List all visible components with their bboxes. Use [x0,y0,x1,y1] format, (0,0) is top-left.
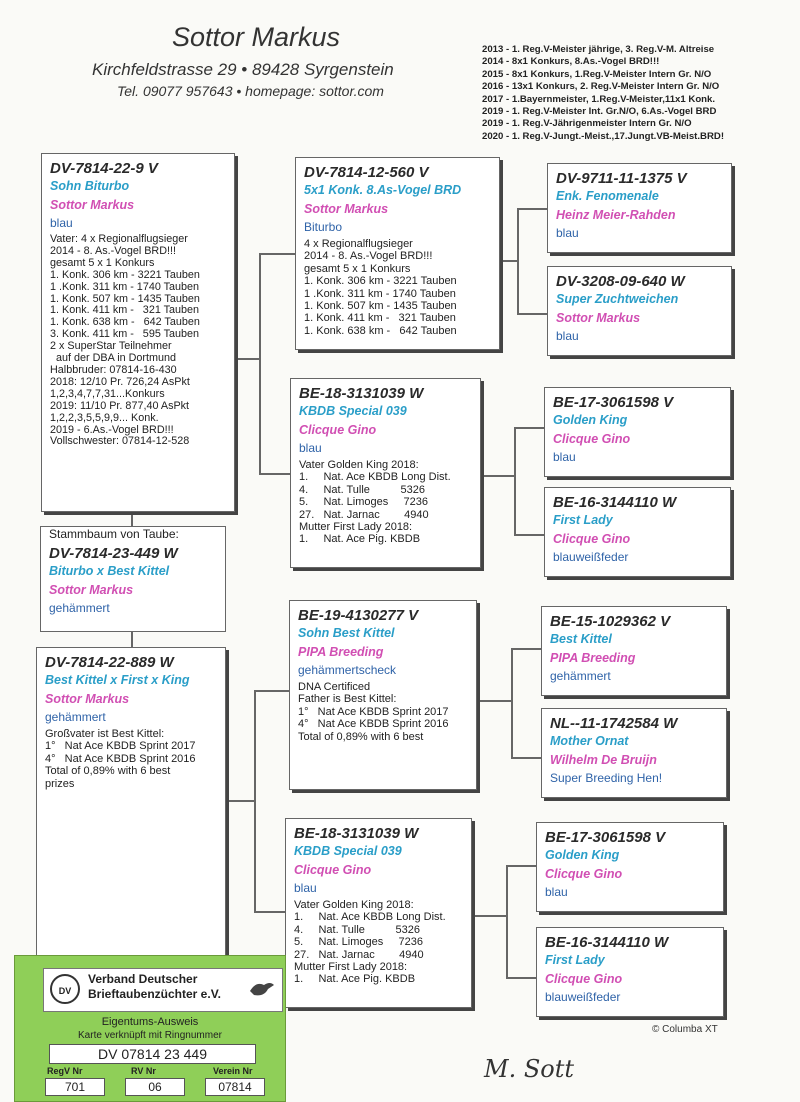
breeder-name: Sottor Markus [49,583,134,597]
breeder-name: Clicque Gino [545,972,623,986]
breeder-name: Sottor Markus [304,202,389,216]
detail-line: 1. Nat. Ace Pig. KBDB [299,533,421,546]
pigeon-name: 5x1 Konk. 8.As-Vogel BRD [304,183,462,197]
connector-line [477,700,513,702]
achievement-item: 2016 - 13x1 Konkurs, 2. Reg.V-Meister Intern Gr. N/O [482,81,720,93]
detail-line: 2018: 12/10 Pr. 726,24 AsPkt [50,375,190,388]
detail-line: 1° Nat Ace KBDB Sprint 2017 [45,740,196,753]
pigeon-name: KBDB Special 039 [299,404,407,418]
breeder-name: Wilhelm De Bruijn [550,753,657,767]
card-dam-dam [285,818,472,1008]
connector-line [517,313,549,315]
pigeon-color: blau [556,226,579,240]
connector-line [511,648,513,759]
pigeon-name: First Lady [553,513,613,527]
detail-line: 1. Nat. Ace KBDB Long Dist. [299,471,451,484]
detail-line: Father is Best Kittel: [298,693,397,706]
pigeon-icon [248,977,276,999]
card-dsd [541,708,727,798]
ring-number: BE-19-4130277 V [298,607,419,624]
pigeon-name: First Lady [545,953,605,967]
detail-line: 1. Konk. 306 km - 3221 Tauben [304,275,457,288]
achievement-item: 2015 - 8x1 Konkurs, 1.Reg.V-Meister Intern Gr. N/O [482,68,712,80]
detail-line: Halbbruder: 07814-16-430 [50,363,177,376]
breeder-name: Clicque Gino [294,863,372,877]
ring-number: BE-18-3131039 W [299,385,424,402]
breeder-name: PIPA Breeding [298,645,384,659]
connector-line [511,648,543,650]
ring-number: DV-9711-11-1375 V [556,170,687,187]
detail-line: 1 .Konk. 311 km - 1740 Tauben [304,287,456,300]
ring-number: NL--11-1742584 W [550,715,678,732]
card-dds [536,822,724,912]
signature: M. Sott [484,1055,575,1083]
connector-line [500,260,519,262]
pigeon-name: Best Kittel [550,632,612,646]
pigeon-color: gehämmert [550,669,611,683]
detail-line: 2014 - 8. As.-Vogel BRD!!! [50,244,177,257]
pigeon-name: Golden King [545,848,620,862]
card-dam [36,647,226,977]
breeder-name: Clicque Gino [553,432,631,446]
detail-line: prizes [45,777,75,790]
pigeon-color: gehämmertscheck [298,663,397,677]
org-banner [43,968,283,1012]
pedigree-label: Stammbaum von Taube: [49,527,179,541]
card-sss [547,163,732,253]
ownership-title: Eigentums-Ausweis [101,1016,199,1028]
detail-line: 1. Konk. 306 km - 3221 Tauben [50,268,200,281]
pigeon-color: Super Breeding Hen! [550,771,663,785]
connector-line [226,800,256,802]
ownership-card [14,955,286,1102]
detail-line: Mutter First Lady 2018: [299,521,413,534]
detail-line: 1. Konk. 507 km - 1435 Tauben [304,300,457,313]
card-ssd [547,266,732,356]
pigeon-name: Super Zuchtweichen [556,292,679,306]
ring-number: BE-15-1029362 V [550,613,671,630]
card-dss [541,606,727,696]
pigeon-color: gehämmert [49,601,110,615]
ring-number: BE-18-3131039 W [294,825,419,842]
detail-line: 1,2,2,3,5,5,9,9... Konk. [50,411,159,424]
detail-line: Vollschwester: 07814-12-528 [50,435,190,448]
pigeon-name: Sohn Biturbo [50,179,130,193]
detail-line: 1 .Konk. 311 km - 1740 Tauben [50,280,200,293]
detail-line: 2019 - 6.As.-Vogel BRD!!! [50,423,174,436]
breeder-name: Sottor Markus [45,692,130,706]
breeder-name: Clicque Gino [553,532,631,546]
achievement-item: 2019 - 1. Reg.V-Jährigenmeister Intern Gr. N/O [482,118,692,130]
card-dam-sire [289,600,477,790]
connector-line [514,427,516,536]
connector-line [506,977,538,979]
pigeon-name: KBDB Special 039 [294,844,402,858]
pigeon-name: Enk. Fenomenale [556,189,659,203]
connector-line [514,534,546,536]
pigeon-color: blau [545,885,568,899]
detail-line: 5. Nat. Limoges 7236 [294,936,424,949]
field-value: 06 [125,1078,185,1096]
connector-line [506,865,508,979]
detail-line: Vater Golden King 2018: [294,899,414,911]
ownership-ring: DV 07814 23 449 [49,1044,256,1064]
achievement-item: 2020 - 1. Reg.V-Jungt.-Meist.,17.Jungt.VB-Meist.BRD! [482,130,725,142]
pigeon-color: gehämmert [45,710,106,724]
ring-number: BE-17-3061598 V [553,394,674,411]
detail-line: Mutter First Lady 2018: [294,961,408,974]
detail-line: 1. Konk. 638 km - 642 Tauben [50,316,200,329]
detail-line: 1. Nat. Ace KBDB Long Dist. [294,911,446,924]
field-value: 07814 [205,1078,265,1096]
card-pigeon [40,526,226,632]
copyright: © Columba XT [652,1024,718,1035]
ring-number: BE-16-3144110 W [545,934,669,951]
detail-line: 4° Nat Ace KBDB Sprint 2016 [298,718,449,731]
card-sire [41,153,235,512]
detail-line: Großvater ist Best Kittel: [45,728,165,740]
connector-line [514,427,546,429]
detail-line: Total of 0,89% with 6 best [298,730,424,743]
org-name-line: Brieftaubenzüchter e.V. [88,987,221,1001]
breeder-name: PIPA Breeding [550,651,636,665]
detail-line: 4° Nat Ace KBDB Sprint 2016 [45,752,196,765]
detail-line: 27. Nat. Jarnac 4940 [299,508,429,521]
pigeon-name: Biturbo x Best Kittel [49,564,170,578]
detail-line: 1. Konk. 638 km - 642 Tauben [304,324,457,337]
breeder-address: Kirchfeldstrasse 29 • 89428 Syrgenstein [92,60,394,79]
detail-line: auf der DBA in Dortmund [50,352,177,365]
connector-line [472,915,508,917]
ring-number: DV-3208-09-640 W [556,273,685,290]
org-name-line: Verband Deutscher [88,972,198,986]
connector-line [259,253,261,475]
field-value: 701 [45,1078,105,1096]
connector-line [254,690,291,692]
field-label: RegV Nr [47,1066,83,1076]
connector-line [259,253,297,255]
detail-line: 1. Konk. 507 km - 1435 Tauben [50,292,200,305]
pigeon-color: blau [50,216,73,230]
detail-line: 5. Nat. Limoges 7236 [299,496,429,509]
pigeon-color: blauweißfeder [553,550,629,564]
card-sdd [544,487,731,577]
detail-line: 2019: 11/10 Pr. 877,40 AsPkt [50,399,190,412]
ring-number: BE-16-3144110 W [553,494,677,511]
detail-line: 3. Konk. 411 km - 595 Tauben [50,328,200,341]
field-label: RV Nr [131,1066,156,1076]
pigeon-color: Biturbo [304,220,343,234]
detail-line: 2 x SuperStar Teilnehmer [50,340,172,353]
card-sire-sire [295,157,500,350]
detail-line: 4. Nat. Tulle 5326 [294,923,420,936]
ownership-subtitle: Karte verknüpft mit Ringnummer [78,1030,222,1041]
pigeon-color: blau [294,881,317,895]
achievement-item: 2014 - 8x1 Konkurs, 8.As.-Vogel BRD!!! [482,56,660,68]
ring-number: DV-7814-22-889 W [45,654,174,671]
detail-line: gesamt 5 x 1 Konkurs [50,256,155,269]
breeder-title: Sottor Markus [172,22,341,52]
connector-line [511,757,543,759]
detail-line: 1. Konk. 411 km - 321 Tauben [50,304,200,317]
detail-line: 4 x Regionalflugsieger [304,238,413,250]
org-seal-icon: DV [50,974,80,1004]
connector-line [506,865,538,867]
detail-line: Vater: 4 x Regionalflugsieger [50,233,188,245]
ring-number: DV-7814-23-449 W [49,545,178,562]
detail-line: 1,2,3,4,7,7,31...Konkurs [50,387,165,400]
achievement-item: 2019 - 1. Reg.V-Meister Int. Gr.N/O, 6.As.-Vogel BRD [482,106,717,118]
breeder-name: Clicque Gino [299,423,377,437]
breeder-name: Sottor Markus [50,198,135,212]
card-sds [544,387,731,477]
pigeon-color: blau [556,329,579,343]
pigeon-color: blau [553,450,576,464]
detail-line: Total of 0,89% with 6 best [45,765,171,778]
achievement-item: 2013 - 1. Reg.V-Meister jährige, 3. Reg.V-M. Altreise [482,44,715,55]
pigeon-name: Sohn Best Kittel [298,626,395,640]
ring-number: DV-7814-22-9 V [50,160,158,177]
ring-number: DV-7814-12-560 V [304,164,429,181]
detail-line: 2014 - 8. As.-Vogel BRD!!! [304,250,433,263]
field-label: Verein Nr [213,1066,253,1076]
detail-line: 1. Konk. 411 km - 321 Tauben [304,312,456,325]
ring-number: BE-17-3061598 V [545,829,666,846]
pigeon-name: Golden King [553,413,628,427]
detail-line: 27. Nat. Jarnac 4940 [294,948,424,961]
detail-line: gesamt 5 x 1 Konkurs [304,262,411,275]
breeder-name: Sottor Markus [556,311,641,325]
achievement-item: 2017 - 1.Bayernmeister, 1.Reg.V-Meister,11x1 Konk. [482,93,716,105]
pigeon-color: blauweißfeder [545,990,621,1004]
org-name [88,972,221,1002]
breeder-name: Clicque Gino [545,867,623,881]
detail-line: Vater Golden King 2018: [299,459,419,471]
pigeon-name: Best Kittel x First x King [45,673,190,687]
detail-line: DNA Certificed [298,681,371,693]
connector-line [259,473,292,475]
connector-line [254,911,287,913]
breeder-contact: Tel. 09077 957643 • homepage: sottor.com [117,83,384,99]
pigeon-color: blau [299,441,322,455]
achievements-list [482,44,724,143]
card-sire-dam [290,378,481,568]
detail-line: 1° Nat Ace KBDB Sprint 2017 [298,705,449,718]
connector-line [481,475,516,477]
pigeon-name: Mother Ornat [550,734,629,748]
connector-line [235,358,261,360]
detail-line: 4. Nat. Tulle 5326 [299,483,425,496]
detail-line: 1. Nat. Ace Pig. KBDB [294,973,416,986]
breeder-name: Heinz Meier-Rahden [556,208,676,222]
connector-line [517,208,549,210]
card-ddd [536,927,724,1017]
